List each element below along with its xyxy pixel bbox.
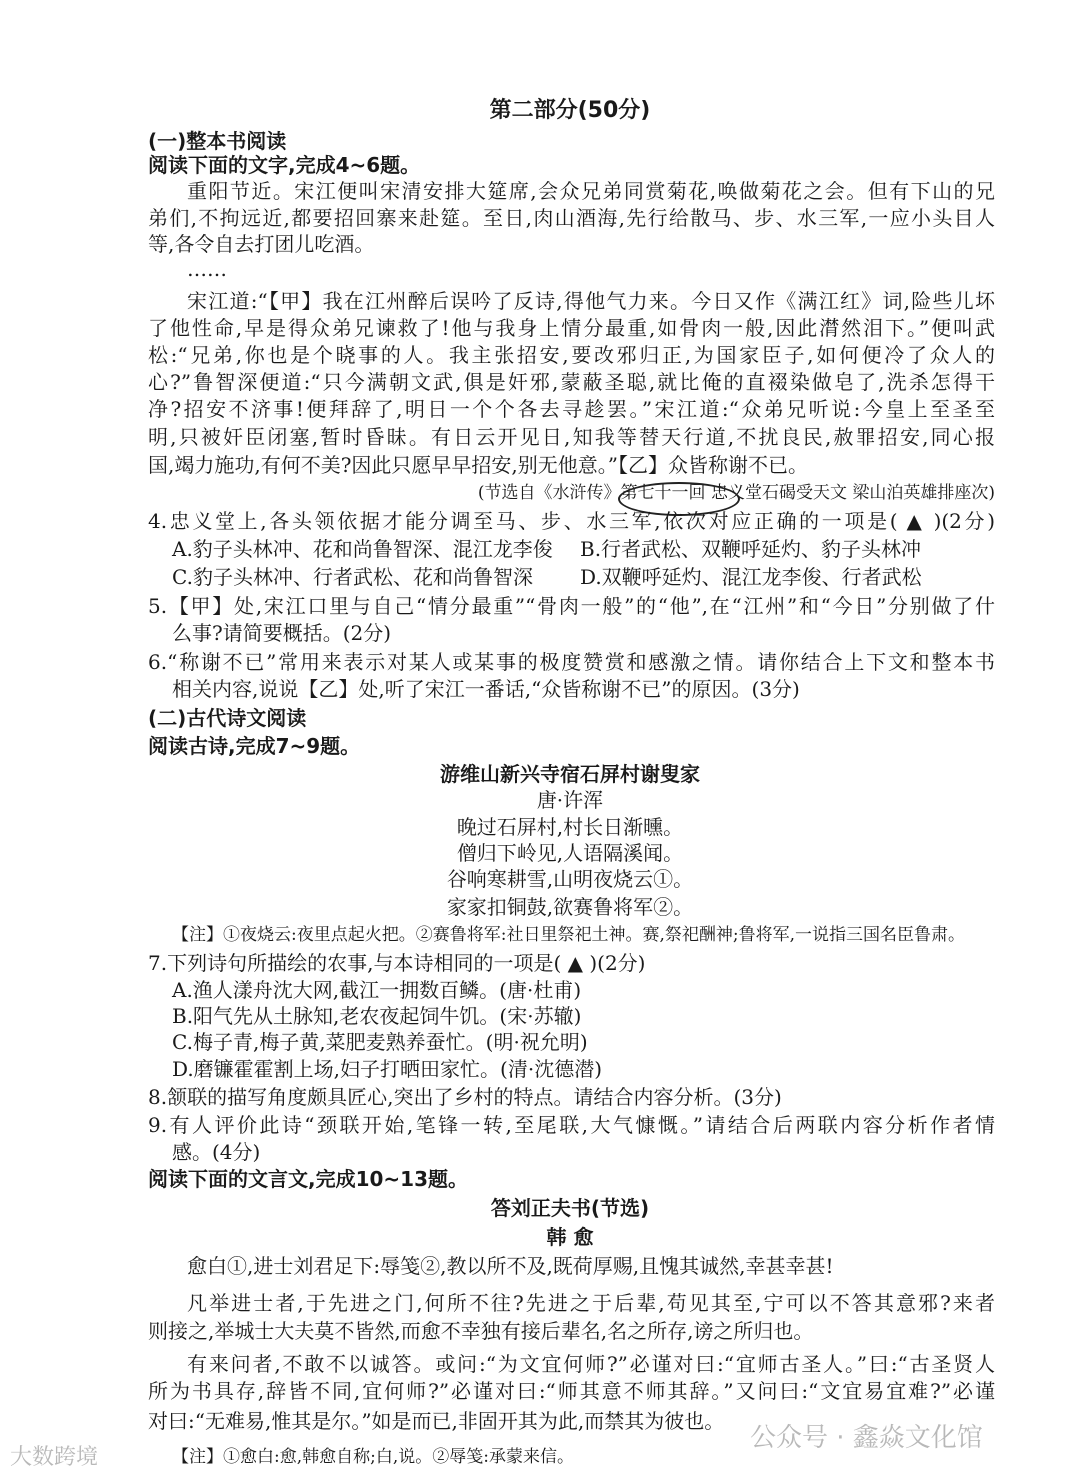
q4-option-c: C.豹子头林冲、行者武松、花和尚鲁智深 xyxy=(172,565,533,589)
q4-option-a: A.豹子头林冲、花和尚鲁智深、混江龙李俊 xyxy=(172,537,553,561)
ellipsis: …… xyxy=(187,257,227,281)
q7-option-d: D.磨镰霍霍割上场,妇子打晒田家忙。(清·沈德潜) xyxy=(172,1057,602,1081)
watermark-right: 公众号 · 鑫焱文化馆 xyxy=(750,1423,983,1453)
poem-title: 游维山新兴寺宿石屏村谢叟家 xyxy=(440,762,700,786)
prose-title: 答刘正夫书(节选) xyxy=(490,1196,650,1220)
prose-line: 凡举进士者,于先进之门,何所不往?先进之于后辈,苟见其至,宁可以不答其意邪?来者 xyxy=(187,1291,995,1315)
question-9-cont: 感。(4分) xyxy=(172,1140,261,1164)
passage-line: 等,各令自去打团儿吃酒。 xyxy=(148,232,375,256)
poem-note: 【注】①夜烧云:夜里点起火把。②赛鲁将军:社日里祭祀土神。赛,祭祀酬神;鲁将军,一说指三国名臣鲁肃。 xyxy=(172,925,965,945)
section-heading: (二)古代诗文阅读 xyxy=(148,706,307,730)
question-4: 4.忠义堂上,各头领依据才能分调至马、步、水三军,依次对应正确的一项是( ▲ )(2分) xyxy=(148,509,995,533)
question-6: 6.“称谢不已”常用来表示对某人或某事的极度赞赏和感激之情。请你结合上下文和整本书 xyxy=(148,650,995,674)
passage-source: (节选自《水浒传》第七十一回 忠义堂石碣受天文 梁山泊英雄排座次) xyxy=(477,483,995,503)
passage-line: 松:“兄弟,你也是个晓事的人。我主张招安,要改邪归正,为国家臣子,如何便冷了众人的 xyxy=(148,343,995,367)
q7-option-c: C.梅子青,梅子黄,菜肥麦熟养蚕忙。(明·祝允明) xyxy=(172,1030,588,1054)
question-5-cont: 么事?请简要概括。(2分) xyxy=(172,621,392,645)
q7-option-b: B.阳气先从土脉知,老农夜起饲牛饥。(宋·苏辙) xyxy=(172,1004,582,1028)
passage-line: 弟们,不拘远近,都要招回寨来赴筵。至日,肉山酒海,先行给散马、步、水三军,一应小头目人 xyxy=(148,206,995,230)
passage-line: 心?”鲁智深便道:“只今满朝文武,俱是奸邪,蒙蔽圣聪,就比俺的直裰染做皂了,洗杀怎得干 xyxy=(148,370,995,394)
question-5: 5.【甲】处,宋江口里与自己“情分最重”“骨肉一般”的“他”,在“江州”和“今日”分别做了什 xyxy=(148,594,995,618)
q4-option-b: B.行者武松、双鞭呼延灼、豹子头林冲 xyxy=(580,537,922,561)
poem-line: 晚过石屏村,村长日渐曛。 xyxy=(456,815,684,839)
passage-line: 重阳节近。宋江便叫宋清安排大筵席,会众兄弟同赏菊花,唤做菊花之会。但有下山的兄 xyxy=(187,179,995,203)
question-6-cont: 相关内容,说说【乙】处,听了宋江一番话,“众皆称谢不已”的原因。(3分) xyxy=(172,677,800,701)
prose-note: 【注】①愈白:愈,韩愈自称;白,说。②辱笺:承蒙来信。 xyxy=(172,1447,574,1467)
poem-line: 僧归下岭见,人语隔溪闻。 xyxy=(456,841,684,865)
poem-line: 谷响寒耕雪,山明夜烧云①。 xyxy=(446,867,694,891)
instruction: 阅读下面的文言文,完成10~13题。 xyxy=(148,1167,469,1191)
prose-line: 对曰:“无难易,惟其是尔。”如是而已,非固开其为此,而禁其为彼也。 xyxy=(148,1409,725,1433)
poem-line: 家家扣铜鼓,欲赛鲁将军②。 xyxy=(446,895,694,919)
instruction: 阅读下面的文字,完成4~6题。 xyxy=(148,153,421,177)
prose-line: 所为书具存,辞皆不同,宜何师?”必谨对曰:“师其意不师其辞。”又问曰:“文宜易宜难?”必谨 xyxy=(148,1379,995,1403)
question-7: 7.下列诗句所描绘的农事,与本诗相同的一项是( ▲ )(2分) xyxy=(148,951,646,975)
instruction: 阅读古诗,完成7~9题。 xyxy=(148,734,361,758)
prose-line: 愈白①,进士刘君足下:辱笺②,教以所不及,既荷厚赐,且愧其诚然,幸甚幸甚! xyxy=(187,1254,834,1278)
prose-author: 韩 愈 xyxy=(546,1225,594,1249)
passage-line: 国,竭力施功,有何不美?因此只愿早早招安,别无他意。”【乙】众皆称谢不已。 xyxy=(148,453,809,477)
passage-line: 宋江道:“【甲】我在江州醉后误吟了反诗,得他气力来。今日又作《满江红》词,险些儿坏 xyxy=(187,289,995,313)
q7-option-a: A.渔人漾舟沈大网,截江一拥数百鳞。(唐·杜甫) xyxy=(172,978,582,1002)
watermark-left: 大数跨境 xyxy=(10,1445,99,1470)
passage-line: 明,只被奸臣闭塞,暂时昏昧。有日云开见日,知我等替天行道,不扰良民,赦罪招安,同心报 xyxy=(148,425,995,449)
question-8: 8.颔联的描写角度颇具匠心,突出了乡村的特点。请结合内容分析。(3分) xyxy=(148,1085,782,1109)
prose-line: 则接之,举城士大夫莫不皆然,而愈不幸独有接后辈名,名之所存,谤之所归也。 xyxy=(148,1319,814,1343)
poem-author: 唐·许浑 xyxy=(536,788,604,812)
q4-option-d: D.双鞭呼延灼、混江龙李俊、行者武松 xyxy=(580,565,922,589)
part-title: 第二部分(50分) xyxy=(489,98,651,123)
section-heading: (一)整本书阅读 xyxy=(148,129,287,153)
passage-line: 了他性命,早是得众弟兄谏救了!他与我身上情分最重,如骨肉一般,因此潸然泪下。”便叫武 xyxy=(148,316,995,340)
question-9: 9.有人评价此诗“颈联开始,笔锋一转,至尾联,大气慷慨。”请结合后两联内容分析作者情 xyxy=(148,1113,995,1137)
passage-line: 净?招安不济事!便拜辞了,明日一个个各去寻趁罢。”宋江道:“众弟兄听说:今皇上至圣至 xyxy=(148,397,995,421)
prose-line: 有来问者,不敢不以诚答。或问:“为文宜何师?”必谨对曰:“宜师古圣人。”曰:“古圣贤人 xyxy=(187,1352,995,1376)
